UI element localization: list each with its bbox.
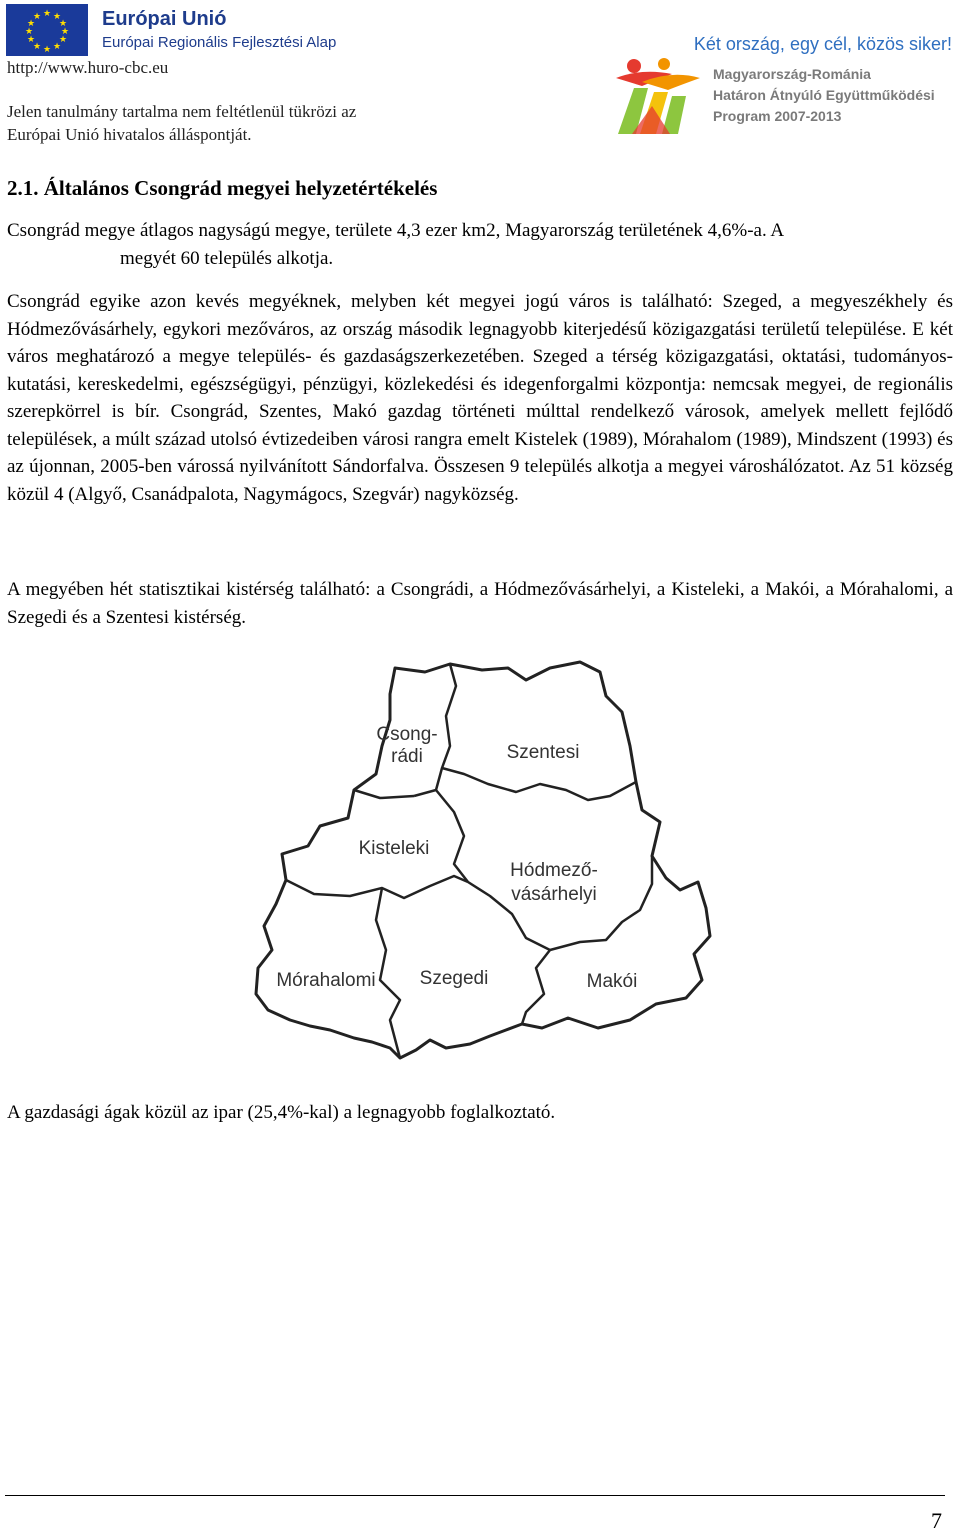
map-label-szentesi: Szentesi	[506, 742, 580, 763]
paragraph-1	[7, 217, 953, 272]
program-logo-icon	[612, 56, 704, 136]
map-county-outline	[256, 662, 710, 1058]
svg-text:★: ★	[42, 8, 52, 18]
svg-text:★: ★	[42, 44, 52, 54]
eu-flag-icon	[6, 4, 88, 56]
footer-divider	[5, 1495, 945, 1496]
eu-subtitle: Európai Regionális Fejlesztési Alap	[102, 34, 337, 51]
program-line-2: Határon Átnyúló Együttműködési	[713, 87, 935, 103]
map-label-makoi: Makói	[586, 971, 638, 992]
map-label-hodmezo-1: Hódmező-	[510, 860, 598, 881]
paragraph-4: A gazdasági ágak közül az ipar (25,4%-kal) a legnagyobb foglalkoztató.	[7, 1102, 556, 1123]
map-label-kisteleki: Kisteleki	[358, 838, 430, 859]
svg-text:★: ★	[32, 11, 42, 21]
svg-text:★: ★	[58, 18, 68, 28]
eu-logo	[6, 4, 336, 60]
svg-text:★: ★	[26, 18, 36, 28]
section-heading: 2.1. Általános Csongrád megyei helyzetértékelés	[7, 176, 438, 200]
website-url[interactable]: http://www.huro-cbc.eu	[7, 58, 169, 77]
map-label-csongradi-2: rádi	[391, 746, 423, 767]
map-label-szegedi: Szegedi	[419, 968, 489, 989]
program-text	[713, 64, 935, 127]
paragraph-1-line-1: Csongrád megye átlagos nagyságú megye, területe 4,3 ezer km2, Magyarország területének 4,6%-a. A	[7, 220, 785, 241]
svg-text:★: ★	[32, 41, 42, 51]
paragraph-3: A megyében hét statisztikai kistérség található: a Csongrádi, a Hódmezővásárhelyi, a Kisteleki, a Makói, a Mórahalomi, a Szegedi és a Szentesi kistérség.	[7, 579, 953, 628]
svg-text:★: ★	[24, 26, 34, 36]
map-label-morahalomi: Mórahalomi	[276, 970, 376, 991]
svg-text:★: ★	[52, 41, 62, 51]
svg-text:★: ★	[60, 26, 70, 36]
eu-title: Európai Unió	[102, 8, 227, 30]
svg-text:★: ★	[26, 34, 36, 44]
map-label-hodmezo-2: vásárhelyi	[511, 884, 597, 905]
disclaimer-line-1: Jelen tanulmány tartalma nem feltétlenül tükrözi az	[7, 102, 357, 121]
svg-text:★: ★	[58, 34, 68, 44]
slogan: Két ország, egy cél, közös siker!	[693, 34, 952, 54]
program-line-3: Program 2007-2013	[713, 108, 842, 124]
svg-text:★: ★	[52, 11, 62, 21]
paragraph-1-line-2: megyét 60 település alkotja.	[120, 247, 334, 269]
disclaimer-line-2: Európai Unió hivatalos álláspontját.	[7, 125, 252, 144]
disclaimer	[7, 100, 356, 146]
county-map	[250, 650, 720, 1070]
program-line-1: Magyarország-Románia	[713, 66, 871, 82]
page-number: 7	[931, 1508, 942, 1533]
paragraph-2: Csongrád egyike azon kevés megyéknek, melyben két megyei jogú város is található: Szeged, a megyeszékhely és Hódmezővásárhely, egykori mezőváros, az ország második legnagyobb kiterjedésű közigazgatási területű települése. E két város meghatározó a megye település- és gazdaságszerkezetében. Szeged a térség közigazgatási, oktatási, tudományos-kutatási, kereskedelmi, egészségügyi, pénzügyi, közlekedési és idegenforgalmi központja: nemcsak megyei, de regionális szerepkörrel is bír. Csongrád, Szentes, Makó gazdag történeti múlttal rendelkező városok, amelyek mellett fejlődő települések, a múlt század utolsó évtizedeiben városi rangra emelt Kistelek (1989), Mórahalom (1989), Mindszent (1993) és az újonnan, 2005-ben várossá nyilvánított Sándorfalva. Összesen 9 település alkotja a megyei városhálózatot. Az 51 község közül 4 (Algyő, Csanádpalota, Nagymágocs, Szegvár) nagyközség.	[7, 291, 953, 505]
map-label-csongradi-1: Csong-	[376, 724, 438, 745]
